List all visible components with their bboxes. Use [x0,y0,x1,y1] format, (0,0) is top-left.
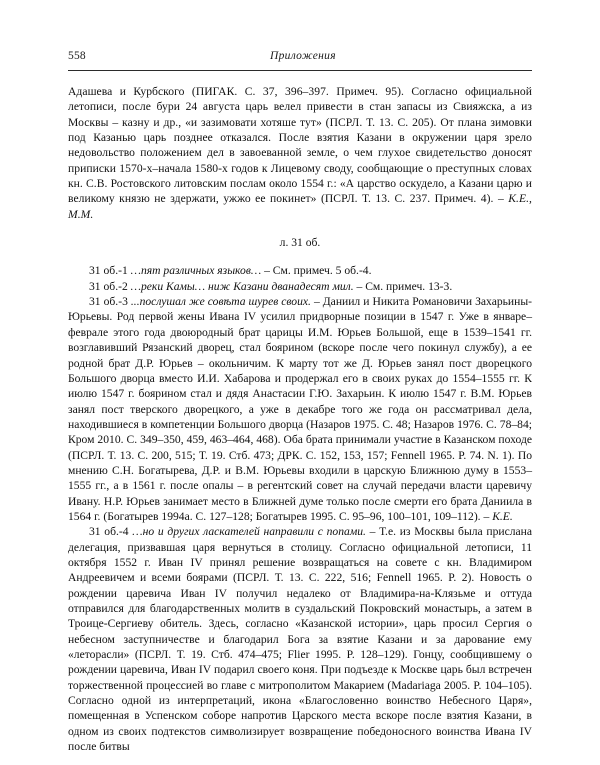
gloss-lemma: …пят различных языков… [130,264,262,278]
gloss-id: 31 об.-4 [89,525,129,539]
gloss-lemma: …реки Камы… ниж Казани дванадесят мил. [130,279,354,293]
gloss-separator: – [353,279,366,293]
running-head [68,50,532,70]
gloss-commentary: Т.е. из Москвы была прислана делегация, призвавшая царя вернуться в столицу. Согласно официальной летописи, 11 октября 1552 г. Иван IV принял решение возвращаться на совете с кн. Владимиром Андреевичем и всеми боярами (ПСРЛ. Т. 13. С. 222, 516; Fennell 1965. P. 2). Новость о рождении царевича Иван IV получил недалеко от Владимира-на-Клязьме и оттуда отправился для благодарственных молитв в суздальский Покровский монастырь, а затем в Троице-Сергиеву обитель. Здесь, согласно «Казанской истории», царь просил Сергия о небесном заступничестве и благодарил Бога за взятие Казани и за дарование ему «леторасли» (ПСРЛ. Т. 19. Стб. 474–475; Flier 1995. P. 128–129). Гонцу, сообщившему о рождении царевича, Иван IV подарил своего коня. При подъезде к Москве царь был встречен торжественной процессией во главе с митрополитом Макарием (Madariaga 2005. P. 104–105). Согласно одной из интерпретаций, икона «Благословенно воинство Небесного Царя», помещенная в Успенском соборе напротив Царского места вскоре после взятия Казани, в одном из своих подтекстов символизирует возвращение победоносного воинства Ивана IV после битвы [68,525,533,754]
gloss-separator: – [261,264,273,278]
gloss-entry [68,263,532,278]
gloss-lemma: ...послушал же совѣта шурев своих. [130,295,311,309]
gloss-commentary: Даниил и Никита Романовичи Захарьины-Юрьевы. Род первой жены Ивана IV усилил придворные позиции в 1547 г. Уже в январе–феврале этого года двоюродный брат царицы И.М. Юрьев Большой, еще в 1539–1541 гг. возглавивший Рязанский дворец, стал боярином (вскоре после чего покинул службу), а ее родной брат Д.Р. Юрьев – окольничим. К марту тот же Д. Юрьев занял пост дворецкого Большого дворца вместо И.И. Хабарова и продержал его в своих руках до 1554–1555 гг. К июлю 1547 г. боярином стал и дядя Анастасии Г.Ю. Захарьин. К июлю 1547 г. В.М. Юрьев занял пост тверского дворецкого, а уже в декабре того же года он рассматривал дела, находившиеся в компетенции Большого дворца (Назаров 1975. С. 48; Назаров 1976. С. 78–84; Кром 2010. С. 349–350, 459, 463–464, 468). Оба брата принимали участие в Казанском походе (ПСРЛ. Т. 13. С. 200, 515; Т. 19. Стб. 473; ДРК. С. 152, 153, 157; Fennell 1965. P. 74. N. 1). По мнению С.Н. Богатырева, Д.Р. и В.М. Юрьевы входили в царскую Ближнюю думу в 1553–1555 гг., а в 1561 г. после опалы – в регентский совет на случай передачи власти царевичу Ивану. Н.Р. Юрьев занимает место в Ближней думе только после смерти его брата Даниила в 1564 г. (Богатырев 1994а. С. 127–128; Богатырев 1995. С. 95–96, 100–101, 109–112). – [68,295,532,523]
running-head-title: Приложения [269,50,336,62]
paragraph-continuation-attribution: К.Е., М.М. [68,192,532,221]
gloss-commentary: См. примеч. 5 об.-4. [272,264,372,278]
paragraph-continuation-text: Адашева и Курбского (ПИГАК. С. 37, 396–397. Примеч. 95). Согласно официальной летописи, после бури 24 августа царь велел привести в стан запасы из Свияжска, а из Москвы – казну и др., «и зазимовати хотяше тут» (ПСРЛ. Т. 13. С. 205). От плана зимовки под Казанью царь позднее отказался. После взятия Казани в окружении царя зрело недовольство положением дел в завоеванной земле, о чем глухое свидетельство доносят приписки 1570-х–начала 1580-х годов к Лицевому своду, сообщающие о преступных словах кн. С.В. Ростовского литовским послам около 1554 г.: «А царство оскудело, а Казани царю и великому князю не здержати, ужжо ее покинет» (ПСРЛ. Т. 13. С. 237. Примеч. 4). – [68,85,532,206]
text-block [68,84,532,754]
paragraph-continuation [68,84,532,222]
gloss-separator: – [310,295,323,309]
gloss-id: 31 об.-1 [89,264,128,278]
gloss-commentary: См. примеч. 13-3. [365,279,453,293]
gloss-entry [68,279,532,294]
gloss-attribution: К.Е. [492,509,513,523]
gloss-lemma: …но и других ласкателей направили с попами. [132,525,366,539]
gloss-entry [68,524,532,754]
gloss-entry [68,294,532,524]
gloss-id: 31 об.-3 [89,295,128,309]
gloss-separator: – [365,525,380,539]
page-number: 558 [68,50,86,62]
gloss-id: 31 об.-2 [89,279,128,293]
folio-marker: л. 31 об. [279,236,321,250]
header-divider-rule [68,70,532,71]
